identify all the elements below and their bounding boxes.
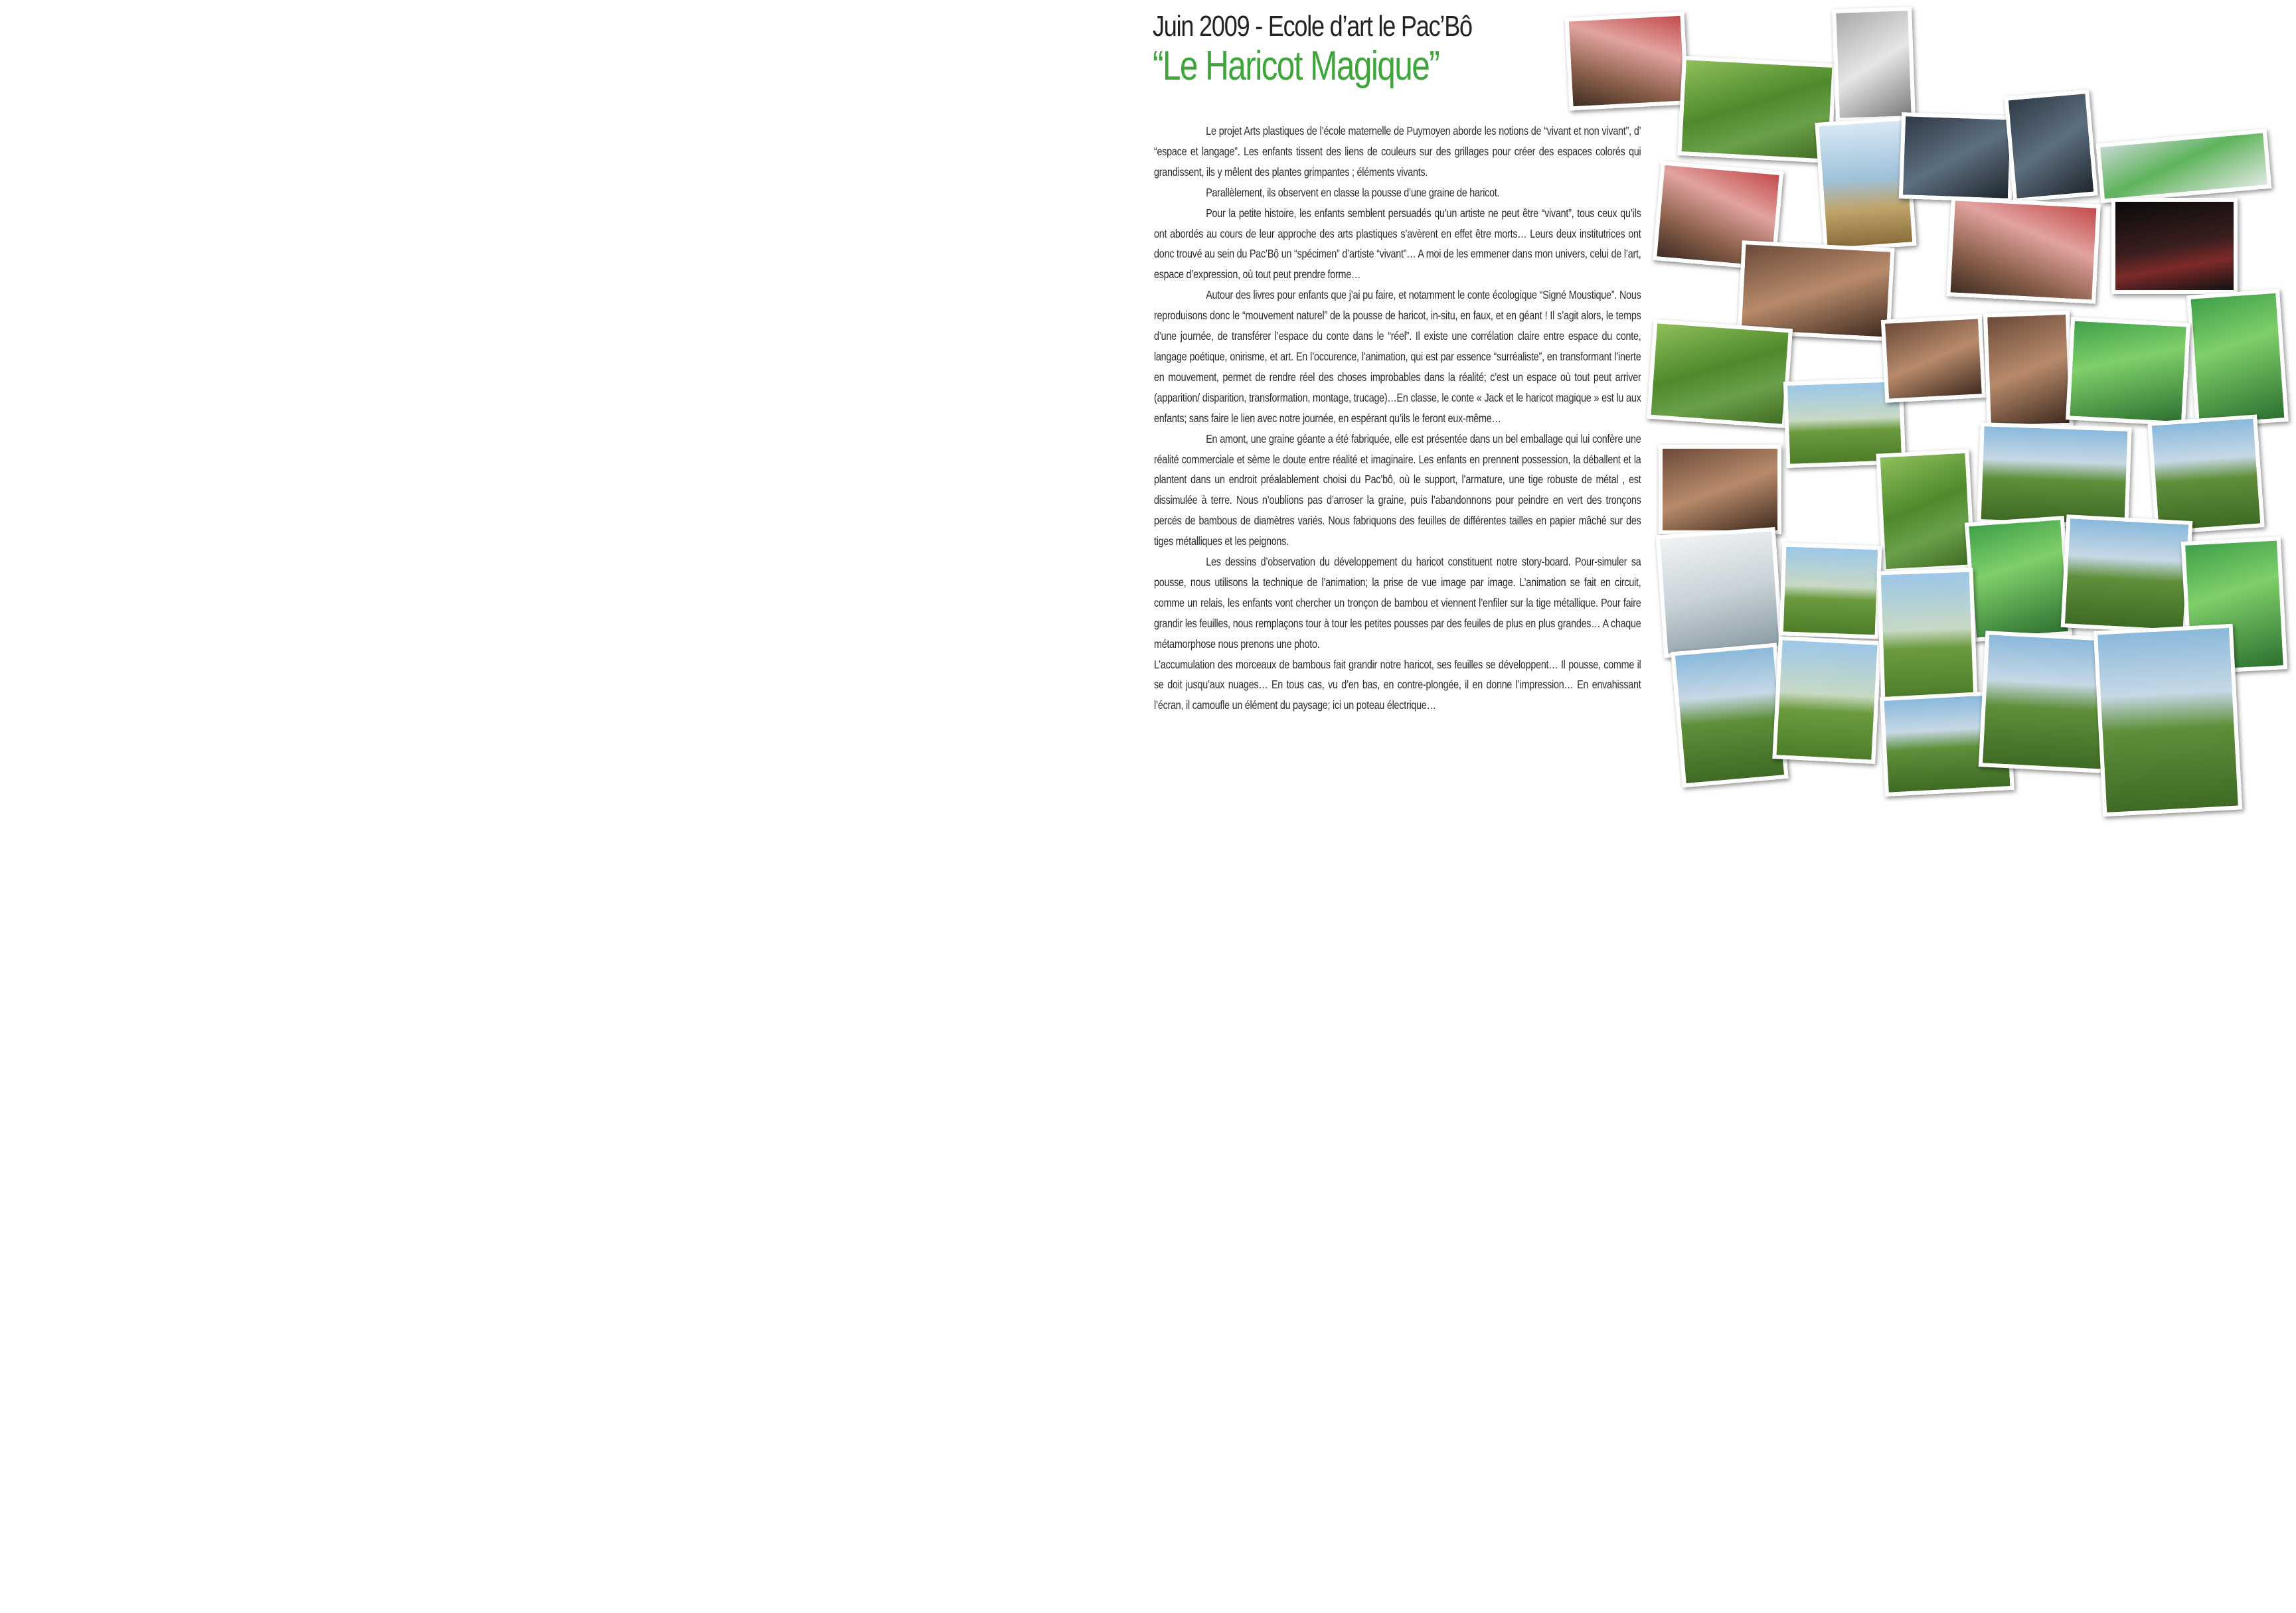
- photo-giant-seed-package: [2111, 198, 2238, 294]
- photo-green-leaf: [2186, 289, 2289, 427]
- paragraph: Le projet Arts plastiques de l’école maternelle de Puymoyen aborde les notions de “vivant et non vivant”, d’ “espace et langage”. Les enfants tissent des liens de couleurs sur des grillages pour créer des espaces colorés qui grandissent, ils y mêlent des plantes grimpantes ; éléments vivants.: [1154, 124, 1641, 179]
- photo-giant-bean-tall: [2093, 624, 2242, 817]
- paragraph: En amont, une graine géante a été fabriquée, elle est présentée dans un bel emballage qui lui confère une réalité commerciale et sème le doute entre réalité et imaginaire. Les enfants en prennent possession, la déballent et la plantent dans un endroit préalablement choisi du Pac’bô, où le support, l’armature, une tige robuste de métal , est dissimulée à terre. Nous n’oublions pas d’arroser la graine, puis l’abandonnons pour peindre en vert des tronçons percés de bambous de diamètres variés. Nous fabriquons des feuilles de différentes tailles en papier mâché sur des tiges métalliques et les peignons.: [1154, 431, 1641, 548]
- paragraph: L’accumulation des morceaux de bambous fait grandir notre haricot, ses feuilles se développent… Il pousse, comme il se doit jusqu’aux nuages… En tous cas, vu d’en bas, en contre-plongée, il en donne l’impression… En envahissant l’écran, il camoufle un élément du paysage; ici un poteau électrique…: [1154, 657, 1641, 712]
- main-title: “Le Haricot Magique”: [1153, 43, 1439, 89]
- photo-seed-package-label: [2096, 129, 2272, 203]
- date-title: Juin 2009 - Ecole d’art le Pac’Bô: [1153, 10, 1472, 42]
- photo-child-seed: [1779, 542, 1882, 639]
- photo-children-bamboo-green: [1965, 516, 2072, 642]
- photo-green-painted-pieces: [2066, 317, 2190, 425]
- photo-bamboo-pile: [1677, 56, 1837, 163]
- photo-colored-balls: [1832, 7, 1916, 122]
- photo-hands-soil: [1659, 445, 1781, 534]
- photo-children-planting: [1647, 319, 1793, 428]
- photo-child-leaf-stem: [1876, 449, 1975, 573]
- photo-children-outdoor: [1977, 422, 2131, 528]
- photo-classroom: [1564, 11, 1688, 110]
- photo-kids-mask: [1772, 636, 1881, 764]
- photo-children-stem-field: [2061, 514, 2193, 634]
- photo-children-packaging: [1946, 196, 2101, 304]
- paragraph: Pour la petite histoire, les enfants semblent persuadés qu’un artiste ne peut être “vivant”, tous ceux qu’ils ont abordés au cours de leur approche des arts plastiques s’avèrent en effet être morts… Leurs deux institutrices ont donc trouvé au sein du Pac’Bô un “spécimen” d’artiste “vivant”… A moi de les emmener dans mon univers, celui de l’art, espace d’expression, où tout peut prendre forme…: [1154, 206, 1641, 281]
- paragraph: Parallèlement, ils observent en classe la pousse d’une graine de haricot.: [1206, 185, 1500, 199]
- photo-kids-looking: [1877, 568, 1978, 704]
- photo-painting-bamboo: [1983, 311, 2074, 429]
- photo-adult-field: [2147, 414, 2264, 534]
- photo-blue-object: [2004, 90, 2097, 203]
- paragraph: Autour des livres pour enfants que j’ai pu faire, et notamment le conte écologique “Signé Moustique”. Nous reproduisons donc le “mouvement naturel” de la pousse de haricot, in-situ, en faux, et en géant ! Il s’agit alors, le temps d’une journée, de transférer l’espace du conte dans le “réel”. Il existe une corrélation claire entre espace du conte, langage poétique, onirisme, et art. En l’occurence, l’animation, qui est par essence “surréaliste”, en transformant l’inerte en mouvement, permet de rendre réel des choses improbables dans la réalité; c’est un espace où tout peut arriver (apparition/ disparition, transformation, montage, trucage)…En classe, le conte « Jack et le haricot magique » est lu aux enfants; sans faire le lien avec notre journée, en espérant qu’ils le feront eux-même…: [1154, 288, 1641, 425]
- photo-bean-sky: [1979, 631, 2111, 773]
- photo-stem-leaves-field: [1671, 643, 1788, 787]
- photo-watering-can: [1656, 527, 1783, 658]
- photo-children-table: [1881, 315, 1986, 403]
- photo-children-flowers: [1737, 240, 1894, 341]
- paragraph: Les dessins d’observation du développement du haricot constituent notre story-board. Pour-simuler sa pousse, nous utilisons la technique de l’animation; la prise de vue image par image. L’animation se fait en circuit, comme un relais, les enfants vont chercher un tronçon de bambou et viennent l’enfiler sur la tige métallique. Pour faire grandir les feuilles, nous remplaçons tour à tour les petites pousses par des feuiles de plus en plus grandes… A chaque métamorphose nous prenons une photo.: [1154, 555, 1641, 651]
- photo-wire-sculpture: [1899, 112, 2014, 202]
